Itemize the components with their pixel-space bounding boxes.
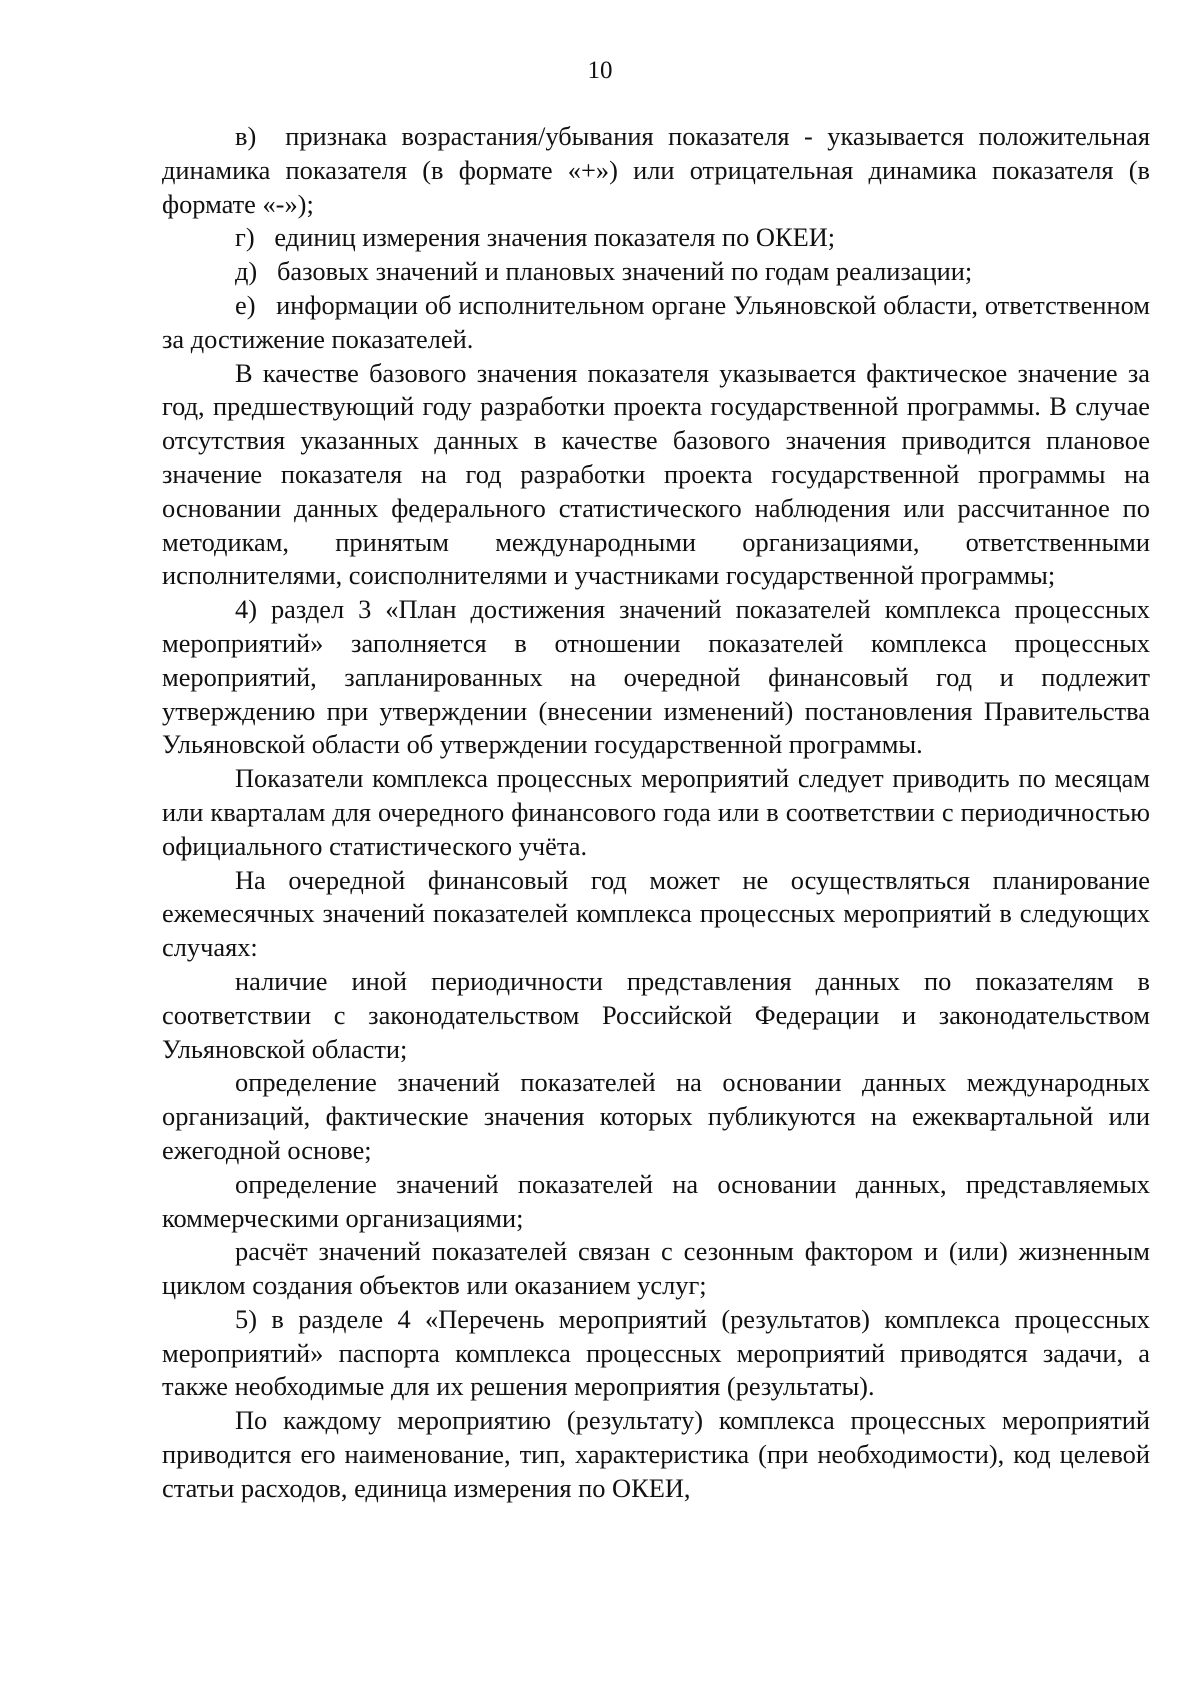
paragraph-g-units: г) единиц измерения значения показателя по ОКЕИ; — [235, 222, 836, 253]
paragraph-v-growth-sign: в) признака возрастания/убывания показателя - указывается положительная динамика показателя (в формате «+») или отрицательная динамика показателя (в формате «-»); — [162, 121, 1150, 219]
paragraph-e-executive-body: е) информации об исполнительном органе Ульяновской области, ответственном за достижение показателей. — [162, 289, 1150, 354]
paragraph-base-value: В качестве базового значения показателя указывается фактическое значение за год, предшествующий году разработки проекта государственной программы. В случае отсутствия указанных данных в качестве базового значения приводится плановое значение показателя на год разработки проекта государственной программы на основании данных федерального статистического наблюдения или рассчитанное по методикам, принятым международными организациями, ответственными исполнителями, соисполнителями и участниками государственной программы; — [162, 357, 1150, 591]
paragraph-d-base-values: д) базовых значений и плановых значений по годам реализации; — [235, 256, 973, 287]
paragraph-case-seasonal: расчёт значений показателей связан с сезонным фактором и (или) жизненным циклом создания объектов или оказанием услуг; — [162, 1236, 1150, 1301]
page-number: 10 — [587, 57, 613, 84]
paragraph-case-periodicity: наличие иной периодичности представления данных по показателям в соответствии с законодательством Российской Федерации и законодательством Ульяновской области; — [162, 965, 1150, 1064]
paragraph-case-commercial: определение значений показателей на основании данных, представляемых коммерческими организациями; — [162, 1168, 1150, 1233]
document-body — [162, 120, 1150, 1506]
paragraph-case-international: определение значений показателей на основании данных международных организаций, фактические значения которых публикуются на ежеквартальной или ежегодной основе; — [162, 1067, 1150, 1165]
paragraph-each-event: По каждому мероприятию (результату) комплекса процессных мероприятий приводится его наименование, тип, характеристика (при необходимости), код целевой статьи расходов, единица измерения по ОКЕИ, — [162, 1405, 1150, 1503]
paragraph-section-3: 4) раздел 3 «План достижения значений показателей комплекса процессных мероприятий» заполняется в отношении показателей комплекса процессных мероприятий, запланированных на очередной финансовый год и подлежит утверждению при утверждении (внесении изменений) постановления Правительства Ульяновской области об утверждении государственной программы. — [162, 594, 1150, 760]
paragraph-section-4: 5) в разделе 4 «Перечень мероприятий (результатов) комплекса процессных мероприятий» паспорта комплекса процессных мероприятий приводятся задачи, а также необходимые для их решения мероприятия (результаты). — [162, 1303, 1150, 1402]
paragraph-monthly-planning: На очередной финансовый год может не осуществляться планирование ежемесячных значений показателей комплекса процессных мероприятий в следующих случаях: — [162, 864, 1150, 963]
paragraph-periodicity: Показатели комплекса процессных мероприятий следует приводить по месяцам или кварталам для очередного финансового года или в соответствии с периодичностью официального статистического учёта. — [162, 763, 1150, 861]
